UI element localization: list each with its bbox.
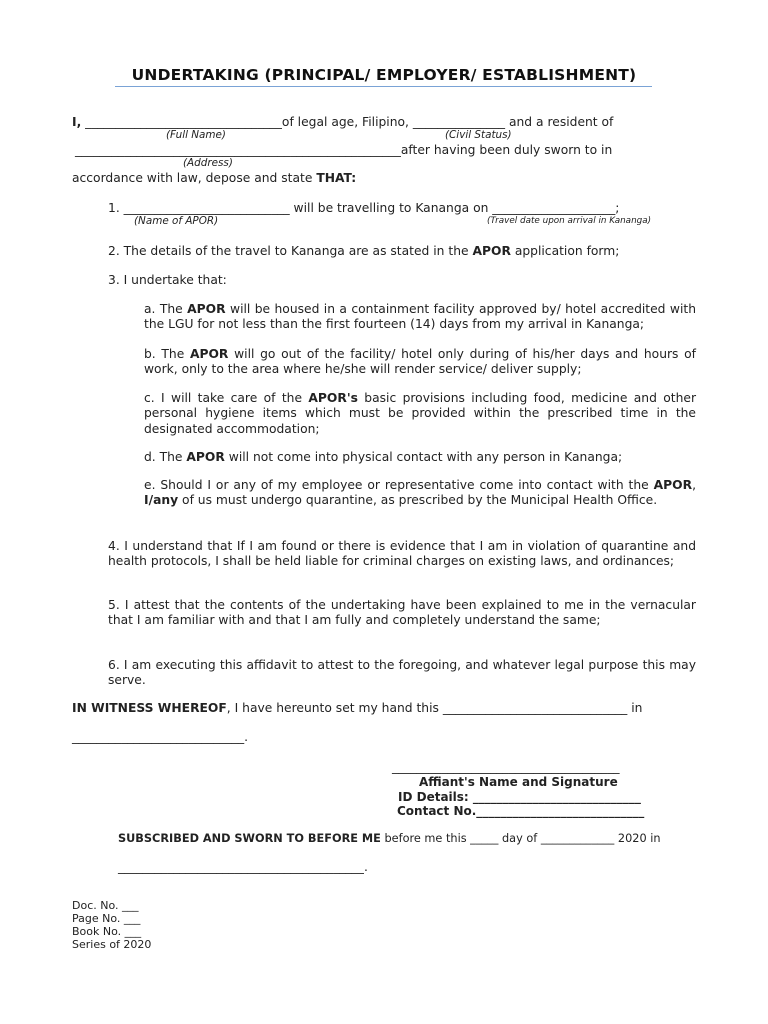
item-4: 4. I understand that If I am found or there is evidence that I am in violation of quarantine and health protocols, I shall be held liable for criminal charges on existing laws, and ordinances;: [108, 539, 696, 569]
subscribed-line: [118, 832, 661, 845]
item-2: [108, 244, 619, 259]
sub-e-i-any: I/any: [144, 493, 179, 508]
page-no: Page No. ___: [72, 912, 141, 925]
intro-that: THAT:: [316, 171, 357, 185]
sub-c-apor: APOR's: [308, 391, 358, 405]
subscribed-line-2: ________________________________________.: [118, 860, 368, 874]
sub-e-mid: ,: [692, 478, 696, 492]
sub-b-apor: APOR: [189, 347, 229, 361]
civil-status-label: (Civil Status): [445, 129, 512, 141]
sub-item-c: [144, 391, 696, 437]
sub-item-a: [144, 302, 696, 333]
sub-a-post: will be housed in a containment facility approved by/ hotel accredited with the LGU for not less than the first fourteen (14) days from my arrival in Kananga;: [144, 302, 696, 332]
intro-line-3-text: accordance with law, depose and state: [72, 171, 317, 185]
doc-no: Doc. No. ___: [72, 899, 139, 912]
title-underline: [115, 86, 652, 87]
sub-item-b: [144, 347, 696, 378]
item-2-apor: APOR: [472, 244, 511, 258]
series: Series of 2020: [72, 938, 152, 951]
witness-line: [72, 701, 642, 716]
item-1: 1. ___________________________ will be travelling to Kananga on ____________________;: [108, 201, 620, 215]
item-3: 3. I undertake that:: [108, 273, 227, 287]
sub-item-d: [144, 450, 696, 465]
full-name-label: (Full Name): [166, 129, 226, 141]
intro-i: I,: [72, 115, 82, 129]
intro-line-2: _____________________________________________________after having been duly sworn to in: [75, 143, 613, 157]
address-label: (Address): [183, 157, 233, 169]
book-no: Book No. ___: [72, 925, 142, 938]
sub-item-e: [144, 478, 696, 509]
intro-line-1-text: ________________________________of legal age, Filipino, _______________ and a resident of: [85, 115, 614, 129]
sub-c-pre: c. I will take care of the: [144, 391, 309, 405]
apor-name-label: (Name of APOR): [134, 215, 219, 227]
sub-b-pre: b. The: [144, 347, 190, 361]
intro-line-1: [72, 115, 613, 130]
sub-b-post: will go out of the facility/ hotel only during of his/her days and hours of work, only to the area where he/she will render service/ deliver supply;: [144, 347, 696, 377]
sub-c-post: basic provisions including food, medicine and other personal hygiene items which must be provided within the prescribed time in the designated accommodation;: [144, 391, 696, 436]
sub-a-apor: APOR: [187, 302, 226, 316]
sub-d-post: will not come into physical contact with any person in Kananga;: [224, 450, 623, 464]
sub-e-pre: e. Should I or any of my employee or representative come into contact with the: [144, 478, 654, 492]
witness-bold: IN WITNESS WHEREOF: [72, 701, 227, 715]
sub-e-post: of us must undergo quarantine, as prescribed by the Municipal Health Office.: [178, 493, 658, 508]
witness-text: , I have hereunto set my hand this ______________________________ in: [226, 701, 643, 715]
item-2-pre: 2. The details of the travel to Kananga are as stated in the: [108, 244, 473, 258]
signature-line: _____________________________________: [392, 760, 620, 774]
document-title: UNDERTAKING (PRINCIPAL/ EMPLOYER/ ESTABLISHMENT): [131, 66, 637, 84]
id-details-label: ID Details: ____________________________: [398, 790, 641, 804]
witness-line-2: ____________________________.: [72, 730, 249, 744]
travel-date-label: (Travel date upon arrival in Kananga): [487, 216, 652, 226]
subscribed-text: before me this _____ day of _____________ 2020 in: [380, 832, 661, 845]
sub-d-apor: APOR: [186, 450, 225, 464]
item-2-post: application form;: [510, 244, 620, 258]
item-5: 5. I attest that the contents of the undertaking have been explained to me in the vernacular that I am familiar with and that I am fully and completely understand the same;: [108, 598, 696, 628]
intro-line-3: [72, 171, 356, 186]
sub-a-pre: a. The: [144, 302, 188, 316]
item-6: 6. I am executing this affidavit to attest to the foregoing, and whatever legal purpose this may serve.: [108, 658, 696, 688]
contact-no-label: Contact No.____________________________: [397, 804, 645, 818]
sub-e-apor: APOR: [653, 478, 693, 492]
affiant-name-label: Affiant's Name and Signature: [419, 775, 618, 789]
subscribed-bold: SUBSCRIBED AND SWORN TO BEFORE ME: [118, 832, 381, 845]
sub-d-pre: d. The: [144, 450, 187, 464]
